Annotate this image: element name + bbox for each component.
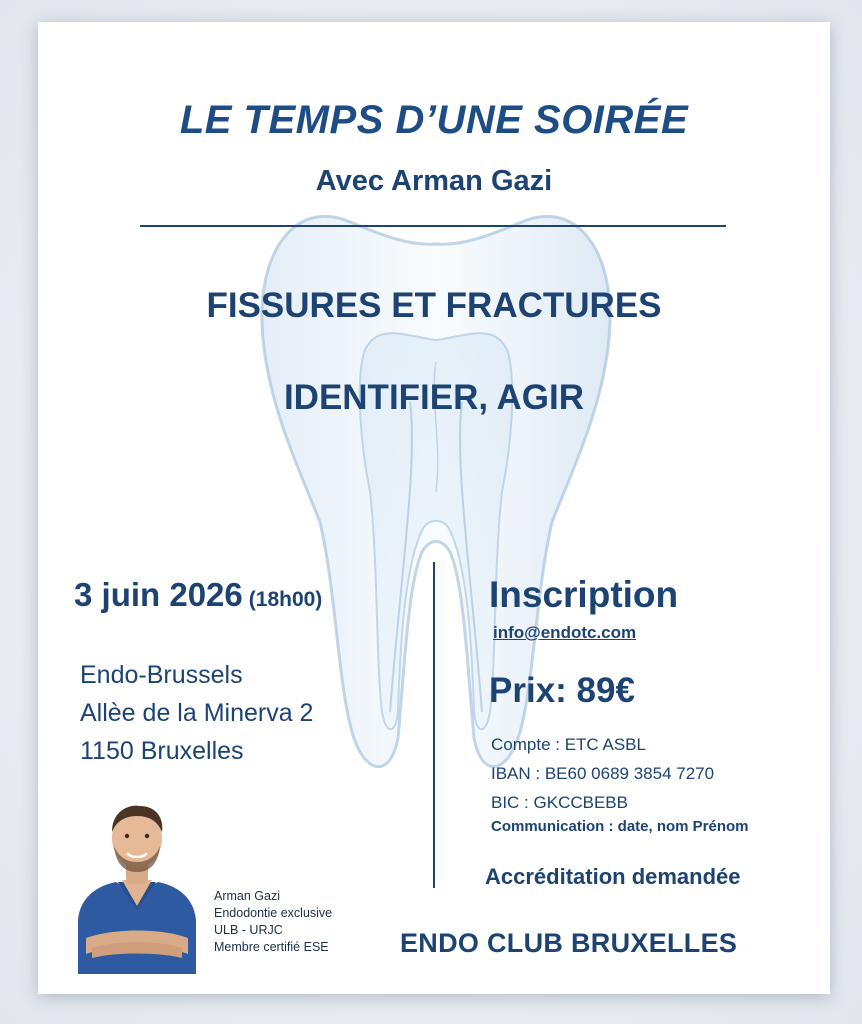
speaker-bio: [214, 888, 332, 956]
speaker-photo: [72, 798, 202, 974]
price-label: Prix: 89€: [489, 671, 635, 710]
venue-street: Allèe de la Minerva 2: [80, 699, 314, 727]
speaker-specialty: Endodontie exclusive: [214, 906, 333, 920]
event-time: (18h00): [248, 588, 323, 611]
bank-bic: BIC : GKCCBEBB: [491, 793, 628, 812]
registration-email-link[interactable]: info@endotc.com: [493, 623, 637, 642]
accreditation-note: Accréditation demandée: [485, 864, 741, 889]
speaker-affiliation: ULB - URJC: [214, 923, 283, 937]
bank-iban: IBAN : BE60 0689 3854 7270: [491, 764, 715, 783]
event-datetime: [74, 576, 322, 614]
speaker-membership: Membre certifié ESE: [214, 940, 329, 954]
payment-communication: Communication : date, nom Prénom: [491, 818, 749, 835]
event-subtitle: Avec Arman Gazi: [315, 165, 553, 197]
organizer-name: ENDO CLUB BRUXELLES: [400, 928, 738, 958]
bank-details: [491, 730, 714, 817]
title-divider: [140, 225, 726, 227]
topic-subheadline: IDENTIFIER, AGIR: [283, 378, 585, 417]
topic-headline: FISSURES ET FRACTURES: [206, 286, 662, 325]
event-poster: [38, 22, 830, 994]
column-divider: [433, 562, 435, 888]
venue-name: Endo-Brussels: [80, 661, 243, 689]
event-title: LE TEMPS D’UNE SOIRÉE: [179, 98, 689, 142]
venue-city: 1150 Bruxelles: [80, 737, 244, 765]
registration-heading: Inscription: [489, 574, 679, 615]
event-date: 3 juin 2026: [74, 576, 243, 613]
venue-address: [80, 656, 313, 770]
speaker-name: Arman Gazi: [214, 889, 280, 903]
bank-account: Compte : ETC ASBL: [491, 735, 646, 754]
